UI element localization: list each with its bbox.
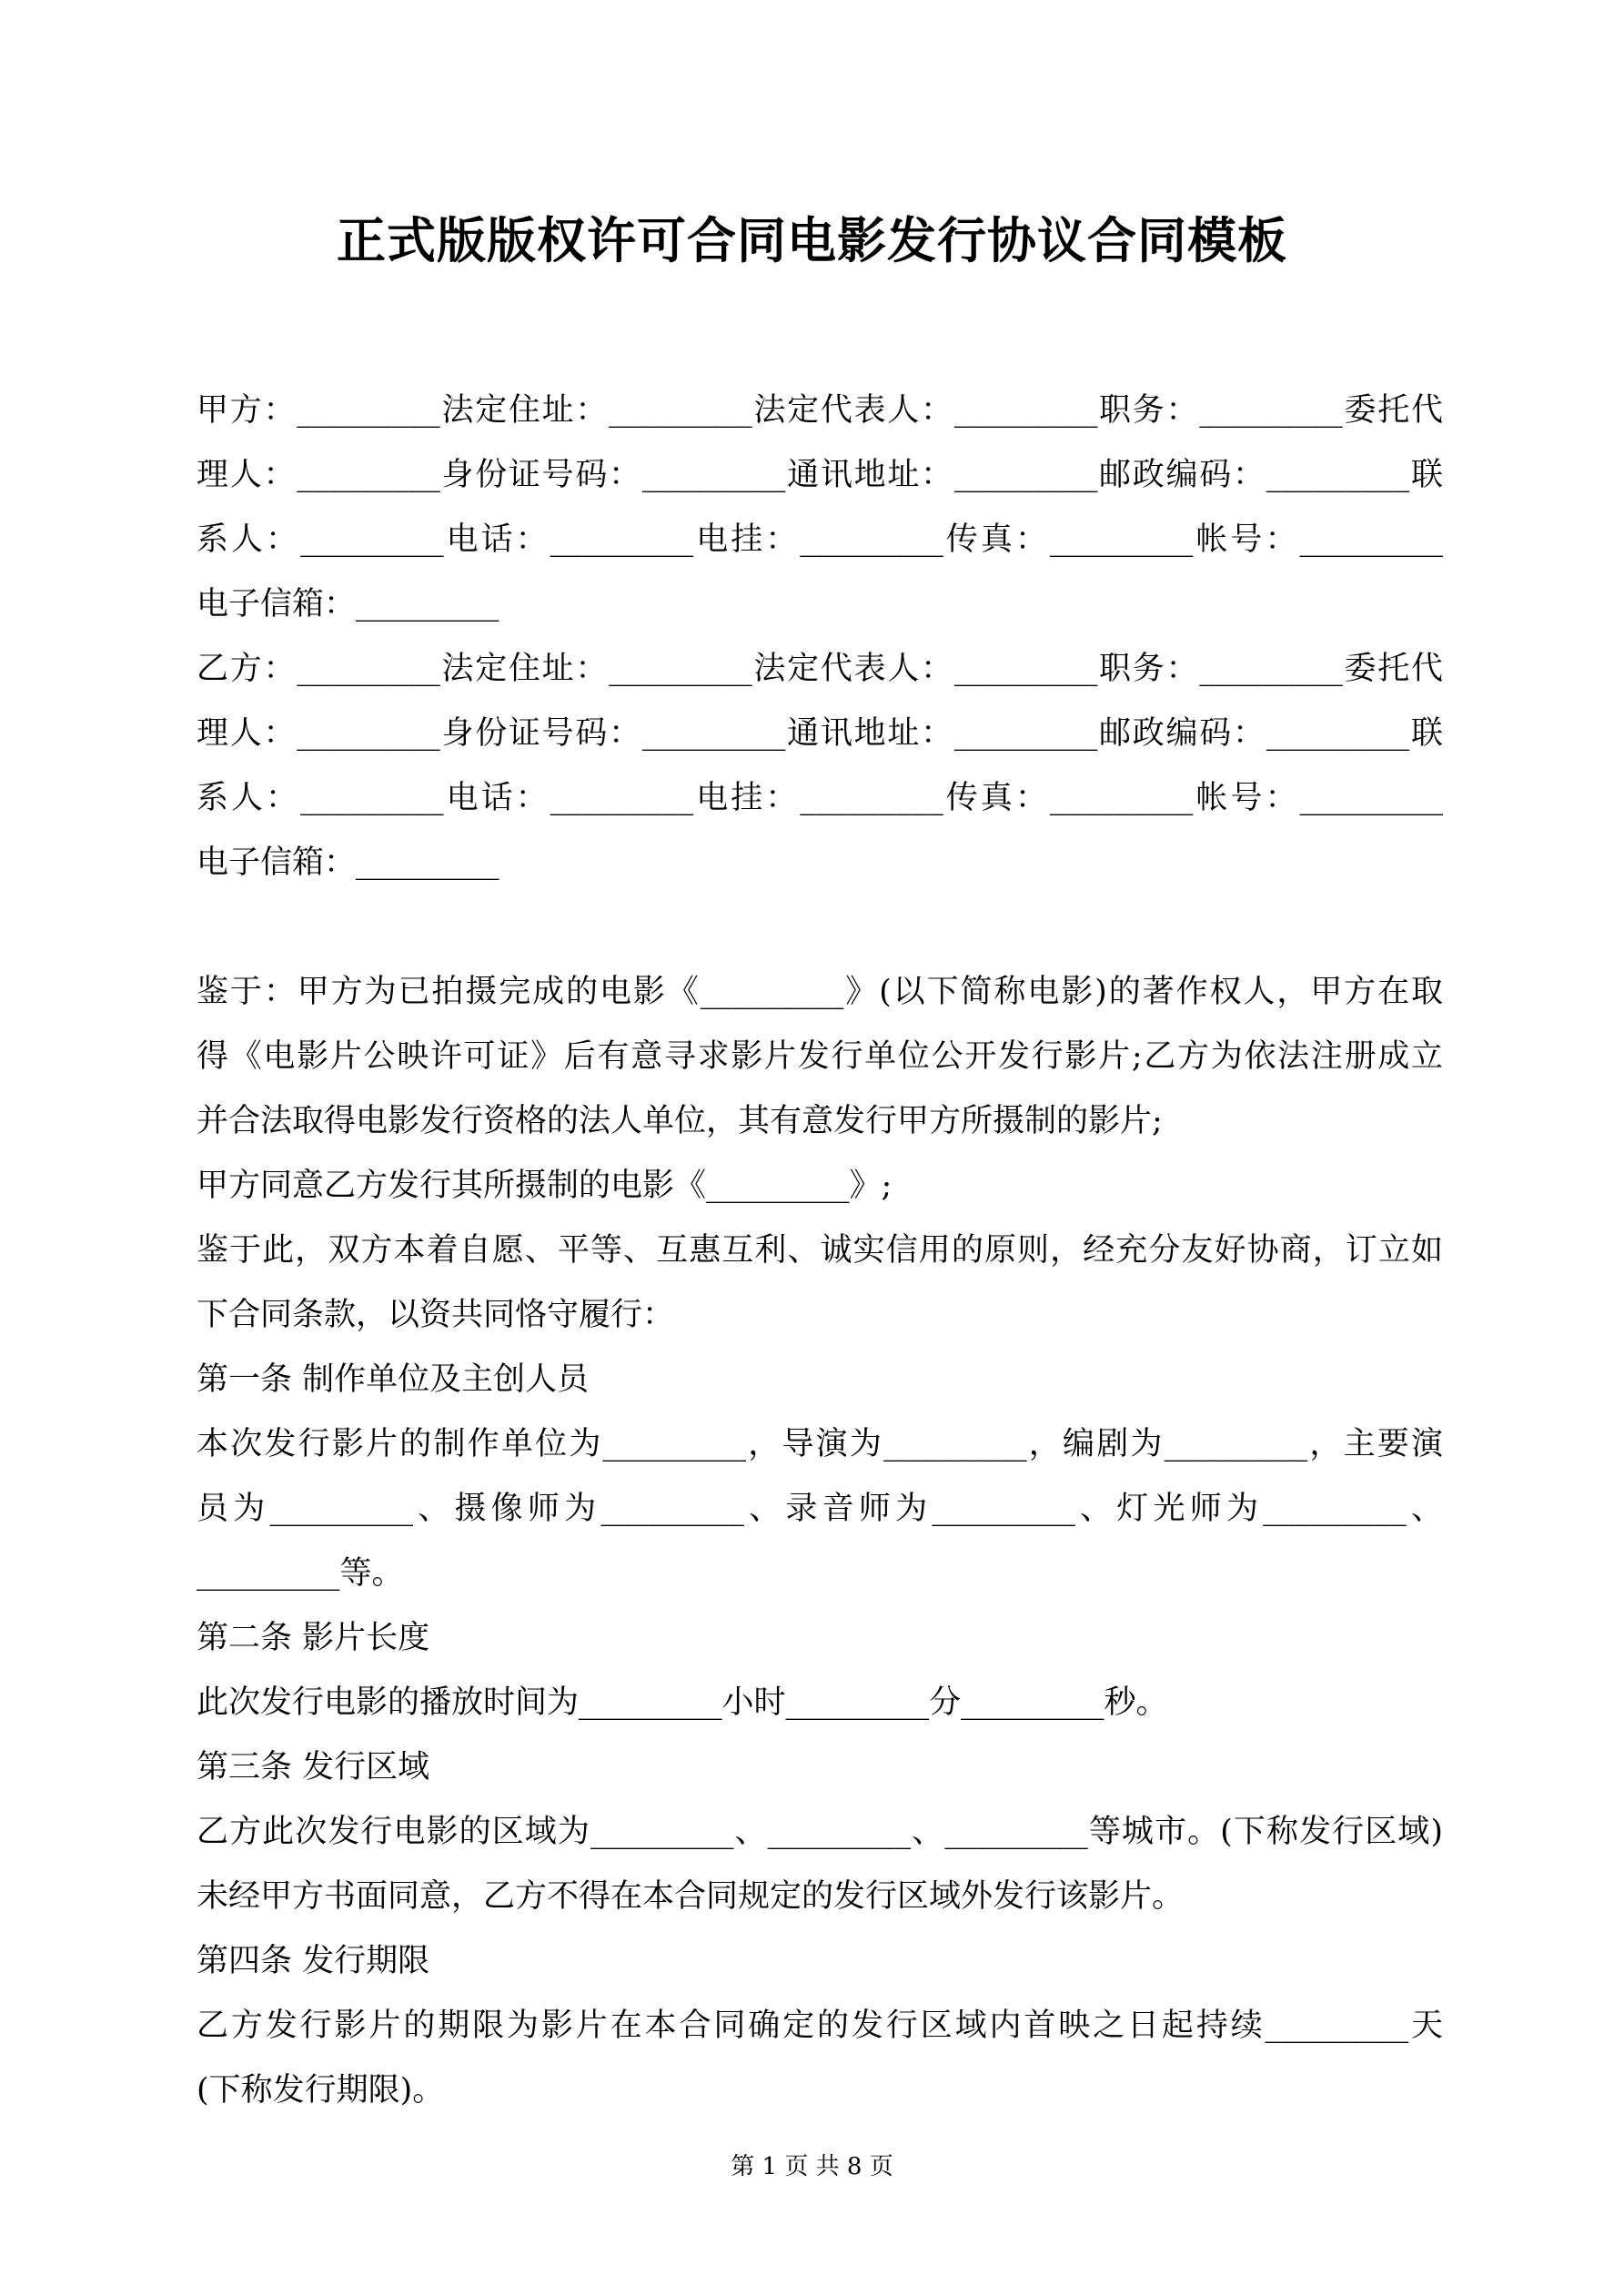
text-line: 鉴于：甲方为已拍摄完成的电影《_________》(以下简称电影)的著作权人，甲方在取 xyxy=(197,974,1443,1010)
text-line: 理人：_________身份证号码：_________通讯地址：_________邮政编码：_________联 xyxy=(197,457,1443,493)
text-line: 第三条 发行区域 xyxy=(197,1749,430,1785)
text-line: 乙方发行影片的期限为影片在本合同确定的发行区域内首映之日起持续_________天 xyxy=(197,2008,1443,2044)
text-line: 系人：_________电话：_________电挂：_________传真：_________帐号：_________ xyxy=(197,521,1443,558)
text-line: 乙方：_________法定住址：_________法定代表人：_________职务：_________委托代 xyxy=(197,651,1443,687)
text-line: 得《电影片公映许可证》后有意寻求影片发行单位公开发行影片;乙方为依法注册成立 xyxy=(197,1038,1443,1075)
text-line: 甲方同意乙方发行其所摄制的电影《_________》; xyxy=(197,1168,893,1204)
page-footer: 第 1 页 共 8 页 xyxy=(731,2153,893,2180)
text-line: 第四条 发行期限 xyxy=(197,1943,430,1979)
text-line: 理人：_________身份证号码：_________通讯地址：_________邮政编码：_________联 xyxy=(197,715,1443,752)
text-line: 未经甲方书面同意，乙方不得在本合同规定的发行区域外发行该影片。 xyxy=(197,1878,1185,1915)
text-line: _________等。 xyxy=(197,1555,404,1592)
text-line: 甲方：_________法定住址：_________法定代表人：_________职务：_________委托代 xyxy=(197,392,1443,429)
text-line: 鉴于此，双方本着自愿、平等、互惠互利、诚实信用的原则，经充分友好协商，订立如 xyxy=(197,1232,1443,1269)
text-line: (下称发行期限)。 xyxy=(197,2072,445,2109)
text-line: 系人：_________电话：_________电挂：_________传真：_________帐号：_________ xyxy=(197,780,1443,816)
text-line: 第一条 制作单位及主创人员 xyxy=(197,1361,590,1398)
text-line: 电子信箱：_________ xyxy=(197,586,499,622)
text-line: 第二条 影片长度 xyxy=(197,1620,430,1656)
document-title: 正式版版权许可合同电影发行协议合同模板 xyxy=(337,211,1287,269)
text-line: 乙方此次发行电影的区域为_________、_________、_________等城市。(下称发行区域) xyxy=(197,1814,1443,1850)
document-body xyxy=(197,379,1443,2123)
text-line: 电子信箱：_________ xyxy=(197,845,499,881)
text-line: 员为_________、摄像师为_________、录音师为_________、灯光师为_________、 xyxy=(197,1491,1443,1527)
text-line: 此次发行电影的播放时间为_________小时_________分_________秒。 xyxy=(197,1684,1168,1721)
text-line: 并合法取得电影发行资格的法人单位，其有意发行甲方所摄制的影片; xyxy=(197,1103,1163,1139)
blank-line xyxy=(197,895,1443,960)
text-line: 下合同条款，以资共同恪守履行： xyxy=(197,1297,675,1333)
text-line: 本次发行影片的制作单位为_________，导演为_________，编剧为_________，主要演 xyxy=(197,1426,1443,1462)
